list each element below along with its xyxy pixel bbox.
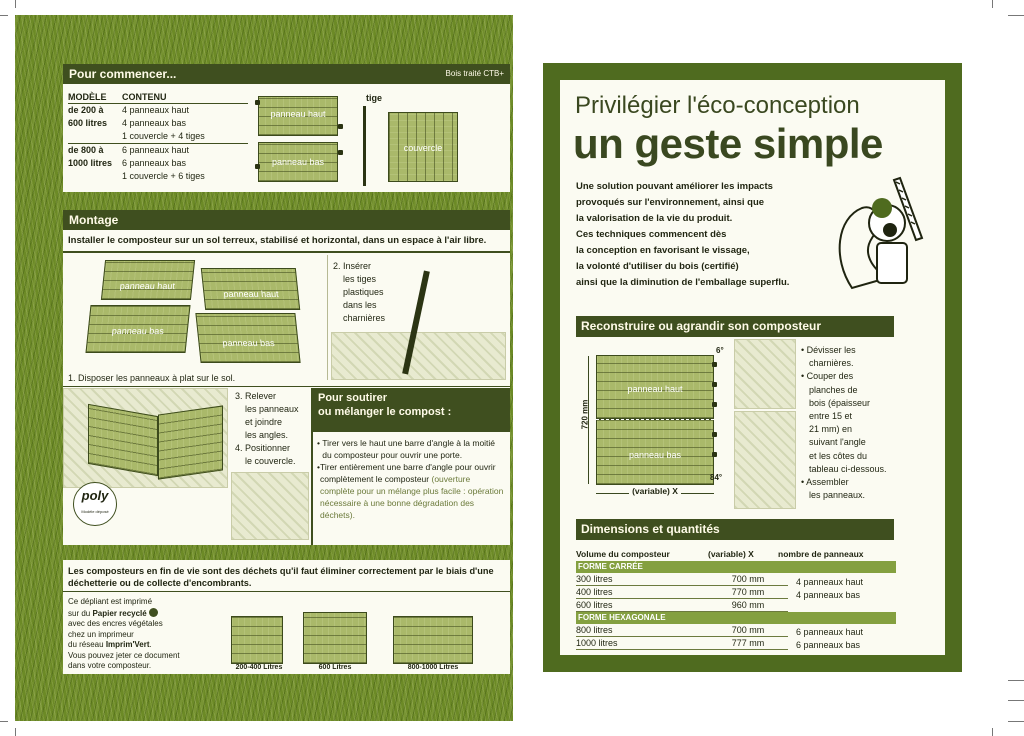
end-of-life-section <box>63 560 510 674</box>
start-table-header <box>68 91 248 104</box>
start-section <box>63 64 510 192</box>
step2-text: 2. Insérer les tiges plastiques dans les charnières <box>333 261 386 323</box>
crop-mark <box>992 728 993 736</box>
col-model: MODÈLE <box>68 92 107 102</box>
photo-hinge <box>331 332 506 380</box>
table-row: 400 litres 770 mm <box>576 586 788 599</box>
panel-bas-illustration: panneau bas <box>195 313 300 363</box>
rebuild-header: Reconstruire ou agrandir son composteur <box>576 316 894 337</box>
crop-mark <box>1008 700 1024 701</box>
right-page <box>543 63 962 672</box>
hinge-icon <box>712 362 717 367</box>
table-row: de 200 à 4 panneaux haut <box>68 105 190 115</box>
montage-title: Montage <box>69 213 119 227</box>
table-row: 600 litres 960 mm <box>576 599 788 612</box>
title-line2: un geste simple <box>573 120 883 167</box>
table-row: 1 couvercle + 6 tiges <box>122 171 205 181</box>
rebuild-steps: • Dévisser les charnières. • Couper des planches de bois (épaisseur entre 15 et 21 mm) en suivant l'angle et les côtes du tableau ci-dessous. • Assembler les panneaux. <box>801 345 887 501</box>
hinge-icon <box>338 150 343 155</box>
table-row: 800 litres 700 mm <box>576 624 788 637</box>
montage-section <box>63 210 510 545</box>
divider <box>63 251 510 253</box>
hinge-icon <box>338 124 343 129</box>
composter-large-illustration <box>393 616 473 664</box>
panel-haut-illustration: panneau haut <box>201 268 300 310</box>
hinge-icon <box>712 402 717 407</box>
photo-saw <box>734 411 796 509</box>
group-hex: FORME HEXAGONALE <box>576 612 896 624</box>
paper-note: Ce dépliant est imprimé sur du Papier recyclé avec des encres végétales chez un imprimeur du réseau Imprim'Vert. Vous pouvez jeter ce document dans votre composteur. <box>68 597 180 670</box>
caption-large: 800-1000 Litres <box>407 664 459 671</box>
tige-label: tige <box>366 93 383 103</box>
divider <box>63 386 510 387</box>
start-header <box>63 64 510 84</box>
panel-bas-illustration: panneau bas <box>258 142 338 182</box>
crop-mark <box>15 728 16 736</box>
crop-mark <box>1008 15 1024 16</box>
height-label: 720 mm <box>580 399 590 430</box>
dims-header: Dimensions et quantités <box>576 519 894 540</box>
end-of-life-title: Les composteurs en fin de vie sont des déchets qu'il faut éliminer correctement par le biais d'une déchetterie ou de collecte d'encombrants. <box>68 566 494 588</box>
dims-table <box>576 548 896 650</box>
hinge-icon <box>255 164 260 169</box>
tige-illustration <box>363 106 366 186</box>
panel-bas-illustration: panneau bas <box>85 305 190 353</box>
crop-mark <box>0 721 8 722</box>
group-square: FORME CARRÉE <box>576 561 896 573</box>
compost-header: Pour soutirer ou mélanger le compost : <box>313 388 510 432</box>
recycle-icon <box>149 608 158 617</box>
table-row: de 800 à 6 panneaux haut <box>68 145 190 155</box>
width-label: (variable) X <box>596 486 714 496</box>
composter-side-illustration <box>158 405 223 479</box>
poly-logo: poly Modèle déposé <box>73 482 117 526</box>
table-row: 1000 litres 6 panneaux bas <box>68 158 187 168</box>
hex-rows <box>576 624 896 650</box>
table-row: 600 litres 4 panneaux bas <box>68 118 187 128</box>
square-panels: 4 panneaux haut 4 panneaux bas <box>796 577 864 600</box>
table-row: 1 couvercle + 4 tiges <box>68 130 248 144</box>
panel-haut-illustration: panneau haut <box>258 96 338 136</box>
list-item: • Tirer vers le haut une barre d'angle à la moitié du composteur pour ouvrir une porte. <box>317 438 496 460</box>
table-row: 300 litres 700 mm <box>576 573 788 586</box>
composter-medium-illustration <box>303 612 367 664</box>
panel-bas-illustration: panneau bas <box>596 419 714 485</box>
left-page <box>15 15 513 721</box>
compost-instructions <box>317 437 505 521</box>
hex-panels: 6 panneaux haut 6 panneaux bas <box>796 627 864 650</box>
panel-haut-illustration: panneau haut <box>596 355 714 419</box>
squirrel-mascot-icon <box>832 168 932 298</box>
table-row: 1000 litres 777 mm <box>576 637 788 650</box>
square-rows <box>576 573 896 612</box>
step34-text: 3. Relever les panneaux et joindre les angles. 4. Positionner le couvercle. <box>235 391 299 466</box>
crop-mark <box>1008 721 1024 722</box>
list-item: • Tirer entièrement une barre d'angle pour ouvrir complètement le composteur (ouverture complète pour un mélange plus facile : opération nécessaire à une bonne dégradation des déchets). <box>317 462 504 520</box>
title-line1: Privilégier l'éco-conception <box>575 92 860 119</box>
crop-mark <box>0 15 8 16</box>
photo-couvercle <box>231 472 309 540</box>
step1-text: 1. Disposer les panneaux à plat sur le sol. <box>68 373 236 383</box>
hinge-icon <box>712 452 717 457</box>
start-table <box>68 91 248 183</box>
divider <box>327 255 328 380</box>
crop-mark <box>1008 680 1024 681</box>
composter-side-illustration <box>88 404 158 476</box>
col-content: CONTENU <box>122 92 167 102</box>
intro-text: Une solution pouvant améliorer les impacts provoqués sur l'environnement, ainsi que la valorisation de la vie du produit. Ces techniques commencent dès la conception en favorisant le vissage, la volonté d'utiliser du bois (certifié) ainsi que la diminution de l'emballage superflu. <box>576 181 790 288</box>
angle-bottom-label: 84° <box>710 473 723 482</box>
crop-mark <box>992 0 993 8</box>
divider <box>63 591 510 592</box>
caption-small: 200-400 Litres <box>235 664 283 671</box>
panel-haut-illustration: panneau haut <box>101 260 195 300</box>
caption-medium: 600 Litres <box>318 664 352 671</box>
montage-intro: Installer le composteur sur un sol terreux, stabilisé et horizontal, dans un espace à l'air libre. <box>68 235 487 246</box>
hinge-icon <box>712 382 717 387</box>
angle-top-label: 6° <box>716 346 724 355</box>
start-title: Pour commencer... <box>69 67 177 81</box>
panel-split-line <box>596 419 714 420</box>
crop-mark <box>15 0 16 8</box>
couvercle-illustration: couvercle <box>388 112 458 182</box>
wood-note: Bois traité CTB+ <box>445 69 504 78</box>
right-page-inner <box>560 80 945 655</box>
hinge-icon <box>712 432 717 437</box>
composter-small-illustration <box>231 616 283 664</box>
hinge-icon <box>255 100 260 105</box>
dims-table-header: Volume du composteur (variable) X nombre de panneaux <box>576 549 864 559</box>
photo-unscrew <box>734 339 796 409</box>
montage-header <box>63 210 510 230</box>
